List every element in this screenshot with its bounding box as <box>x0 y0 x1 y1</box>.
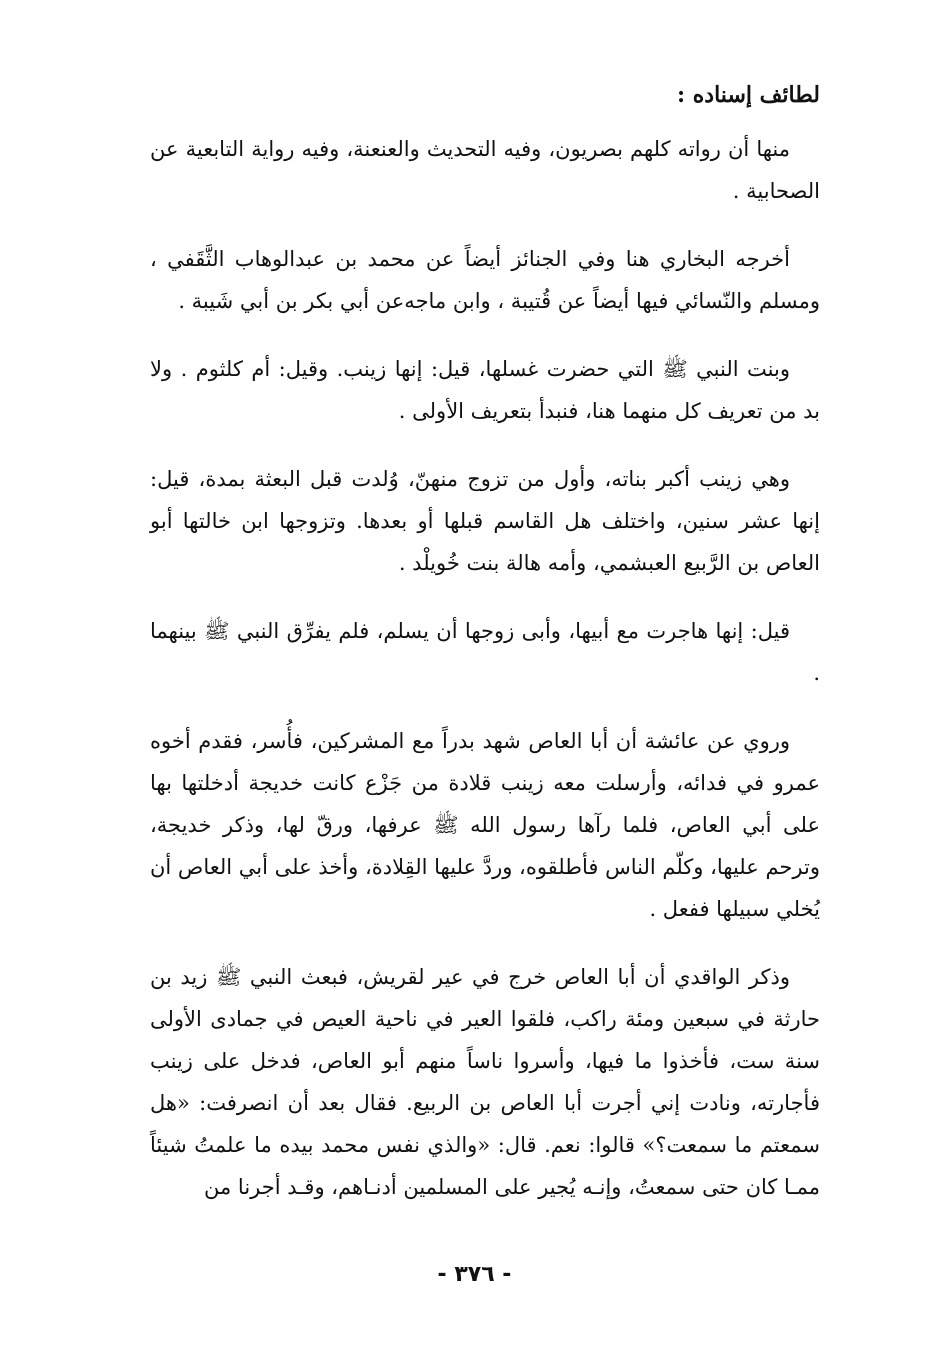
paragraph: أخرجه البخاري هنا وفي الجنائز أيضاً عن محمد بن عبدالوهاب الثَّقَفي ، ومسلم والنّسائي فيها أيضاً عن قُتيبة ، وابن ماجه‌عن أبي بكر بن أبي شَيبة . <box>150 247 820 313</box>
section-heading: لطائف إسناده : <box>677 82 820 108</box>
paragraph: وذكر الواقدي أن أبا العاص خرج في عير لقريش، فبعث النبي ﷺ زيد بن حارثة في سبعين ومئة راكب، فلقوا العير في ناحية العيص في جمادى الأولى سنة ست، فأخذوا ما فيها، وأسروا ناساً منهم أبو العاص، فدخل على زينب فأجارته، ونادت إني أجرت أبا العاص بن الربيع. فقال بعد أن انصرفت: «هل سمعتم ما سمعت؟» قالوا: نعم. قال: «والذي نفس محمد بيده ما علمتُ شيئاً ممـا كان حتى سمعتُ، وإنـه يُجير على المسلمين أدنـاهم، وقـد أجرنا من <box>150 965 820 1199</box>
paragraph: منها أن رواته كلهم بصريون، وفيه التحديث والعنعنة، وفيه رواية التابعية عن الصحابية . <box>150 137 820 203</box>
page-body <box>150 78 820 1234</box>
paragraph: وهي زينب أكبر بناته، وأول من تزوج منهنّ، وُلدت قبل البعثة بمدة، قيل: إنها عشر سنين، واختلف هل القاسم قبلها أو بعدها. وتزوجها ابن خالتها أبو العاص بن الرَّبيع العبشمي، وأمه هالة بنت خُويلْد . <box>150 467 820 575</box>
page-number: - ٣٧٦ - <box>437 1262 512 1287</box>
paragraph: وبنت النبي ﷺ التي حضرت غسلها، قيل: إنها زينب. وقيل: أم كلثوم . ولا بد من تعريف كل منهما هنا، فنبدأ بتعريف الأولى . <box>150 357 820 423</box>
paragraph: قيل: إنها هاجرت مع أبيها، وأبى زوجها أن يسلم، فلم يفرِّق النبي ﷺ بينهما . <box>150 619 820 685</box>
paragraph: وروي عن عائشة أن أبا العاص شهد بدراً مع المشركين، فأُسر، فقدم أخوه عمرو في فدائه، وأرسلت معه زينب قلادة من جَزْع كانت خديجة أدخلتها بها على أبي العاص، فلما رآها رسول الله ﷺ عرفها، ورقّ لها، وذكر خديجة، وترحم عليها، وكلّم الناس فأطلقوه، وردَّ عليها القِلادة، وأخذ على أبي العاص أن يُخلي سبيلها ففعل . <box>150 729 820 921</box>
